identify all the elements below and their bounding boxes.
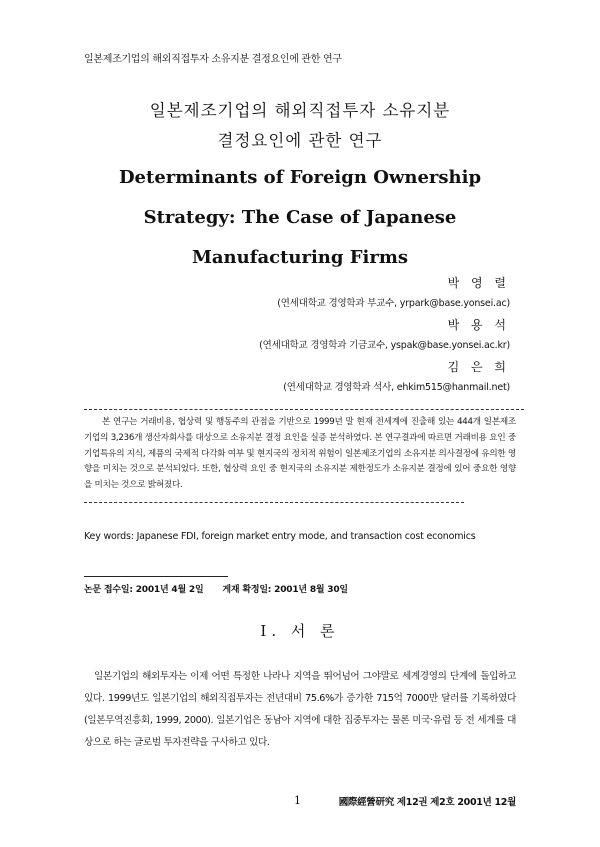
author-affiliation: (연세대학교 경영학과 석사, ehkim515@hanmail.net) — [283, 382, 510, 393]
title-korean-line-2: 결정요인에 관한 연구 — [217, 131, 383, 150]
title-korean-line-1: 일본제조기업의 해외직접투자 소유지분 — [149, 101, 451, 120]
abstract-top-divider — [84, 409, 524, 410]
author-name: 박 영 렬 — [447, 276, 510, 290]
page-number: 1 — [294, 794, 301, 807]
author-affiliation: (연세대학교 경영학과 기금교수, yspak@base.yonsei.ac.kr) — [259, 340, 510, 351]
intro-paragraph: 일본기업의 해외투자는 이제 어떤 특정한 나라나 지역을 뛰어넘어 그야말로 세계경영의 단계에 돌입하고 있다. 1999년도 일본기업의 해외직접투자는 전년대비 75.6%가 증가한 715억 7000만 달러를 기록하였다(일본무역진흥회, 1999, 2000). 일본기업은 동남아 지역에 대한 집중투자는 물론 미국·유럽 등 전 세계를 대상으로 하는 글로벌 투자전략을 구사하고 있다. — [84, 671, 516, 748]
section-heading: Ⅰ. 서 론 — [260, 622, 340, 640]
title-english-line-2: Strategy: The Case of Japanese — [143, 207, 457, 228]
submission-dates — [84, 582, 364, 595]
author-name: 김 은 희 — [447, 360, 510, 374]
keywords: Key words: Japanese FDI, foreign market entry mode, and transaction cost economics — [84, 531, 476, 542]
received-date: 논문 접수일: 2001년 4월 2일 — [84, 585, 204, 595]
author-list — [259, 272, 510, 398]
title-english-line-1: Determinants of Foreign Ownership — [118, 167, 482, 188]
title-block — [0, 96, 600, 276]
journal-citation: 國際經營研究 제12권 제2호 2001년 12월 — [338, 797, 516, 808]
accepted-date: 게재 확정일: 2001년 8월 30일 — [222, 585, 348, 595]
abstract-bottom-divider — [84, 502, 464, 503]
running-header: 일본제조기업의 해외직접투자 소유지분 결정요인에 관한 연구 — [84, 54, 342, 65]
author-name: 박 용 석 — [447, 318, 510, 332]
abstract: 본 연구는 거래비용, 협상력 및 행동주의 관점을 기반으로 1999년 말 현재 전세계에 진출해 있는 444개 일본제조기업의 3,236개 생산자회사를 대상으로 소유지분 결정 요인을 실증 분석하였다. 본 연구결과에 따르면 거래비용 요인 중 기업특유의 지식, 제품의 국제적 다각화 여부 및 현지국의 정치적 위험이 일본제조기업의 소유지분 의사결정에 유의한 영향을 미치는 것으로 분석되었다. 또한, 협상력 요인 중 현지국의 소유지분 제한정도가 소유지분 결정에 있어 중요한 영향을 미치는 것으로 밝혀졌다. — [84, 417, 516, 491]
dates-divider — [84, 576, 228, 577]
title-english-line-3: Manufacturing Firms — [191, 247, 409, 268]
author-affiliation: (연세대학교 경영학과 부교수, yrpark@base.yonsei.ac) — [277, 298, 510, 309]
